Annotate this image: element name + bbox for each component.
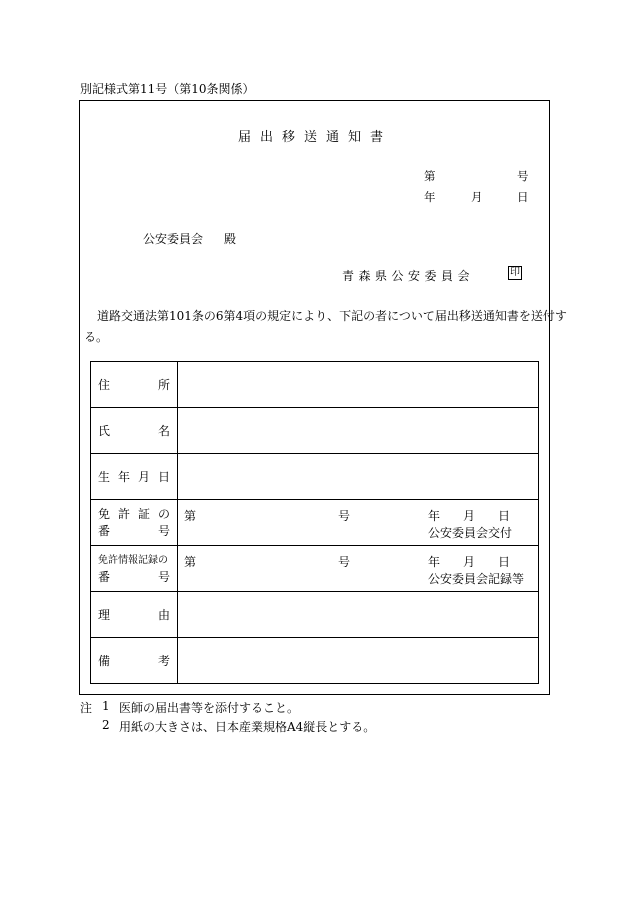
label-reason: 理 由 <box>91 592 178 638</box>
row-name <box>91 408 539 454</box>
label-name: 氏 名 <box>91 408 178 454</box>
doc-number-suffix: 号 <box>517 169 529 183</box>
note-1-text: 医師の届出書等を添付すること。 <box>119 701 300 715</box>
row-remarks <box>91 638 539 684</box>
addressee-honorific: 殿 <box>224 232 237 246</box>
body-text-line1: 道路交通法第101条の6第4項の規定により、下記の者について届出移送通知書を送付す <box>97 309 567 323</box>
value-license-number[interactable]: 第 号 年 月 日 公安委員会交付 <box>178 500 539 546</box>
form-code: 別記様式第11号（第10条関係） <box>80 82 255 96</box>
value-reason[interactable] <box>178 592 539 638</box>
label-birthdate: 生 年 月 日 <box>91 454 178 500</box>
note-1-number: 1 <box>102 699 110 713</box>
doc-date-month: 月 <box>471 190 483 204</box>
info-table <box>90 361 539 684</box>
value-remarks[interactable] <box>178 638 539 684</box>
value-name[interactable] <box>178 408 539 454</box>
value-address[interactable] <box>178 362 539 408</box>
body-text-line2: る。 <box>84 330 109 344</box>
row-address <box>91 362 539 408</box>
label-remarks: 備 考 <box>91 638 178 684</box>
label-address: 住 所 <box>91 362 178 408</box>
row-license <box>91 500 539 546</box>
doc-number-prefix: 第 <box>424 169 436 183</box>
note-2-number: 2 <box>102 718 110 732</box>
label-record-number: 免許情報記録の 番 号 <box>91 546 178 592</box>
doc-date-day: 日 <box>517 190 529 204</box>
sender-name: 青森県公安委員会 <box>342 269 475 283</box>
row-birthdate <box>91 454 539 500</box>
page-title: 届出移送通知書 <box>237 130 392 145</box>
row-reason <box>91 592 539 638</box>
doc-date-year: 年 <box>424 190 436 204</box>
note-2-text: 用紙の大きさは、日本産業規格A4縦長とする。 <box>119 720 376 734</box>
row-record <box>91 546 539 592</box>
label-license-number: 免 許 証 の 番 号 <box>91 500 178 546</box>
value-record-number[interactable]: 第 号 年 月 日 公安委員会記録等 <box>178 546 539 592</box>
addressee-name: 公安委員会 <box>143 232 204 246</box>
value-birthdate[interactable] <box>178 454 539 500</box>
seal-mark: 印 <box>510 267 520 278</box>
notes-heading: 注 <box>80 701 93 715</box>
